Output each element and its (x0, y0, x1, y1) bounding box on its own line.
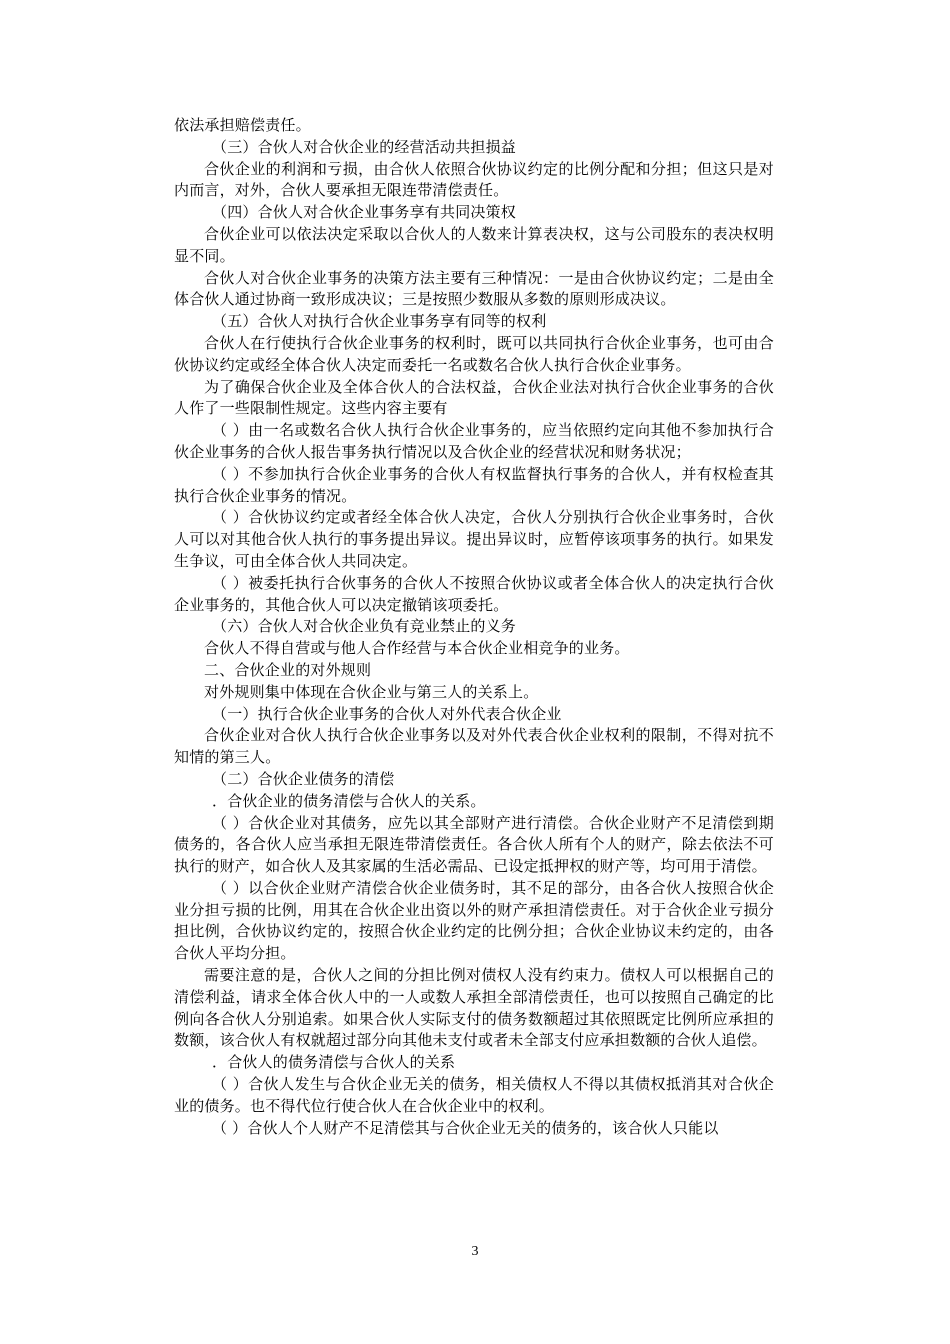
paragraph: （ ）不参加执行合伙企业事务的合伙人有权监督执行事务的合伙人，并有权检查其执行合伙企业事务的情况。 (174, 464, 774, 505)
paragraph: 依法承担赔偿责任。 (174, 116, 311, 134)
paragraph: （ ）合伙人发生与合伙企业无关的债务，相关债权人不得以其债权抵消其对合伙企业的债务。也不得代位行使合伙人在合伙企业中的权利。 (174, 1075, 774, 1115)
paragraph: （四）合伙人对合伙企业事务享有共同决策权 (212, 203, 517, 222)
paragraph: ．合伙企业的债务清偿与合伙人的关系。 (212, 791, 486, 810)
paragraph: 合伙人对合伙企业事务的决策方法主要有三种情况：一是由合伙协议约定；二是由全体合伙人通过协商一致形成决议；三是按照少数服从多数的原则形成决议。 (174, 268, 774, 309)
paragraph: 合伙人在行使执行合伙企业事务的权利时，既可以共同执行合伙企业事务，也可由合伙协议约定或经全体合伙人决定而委托一名或数名合伙人执行合伙企业事务。 (174, 333, 774, 374)
paragraph: （二）合伙企业债务的清偿 (212, 769, 395, 788)
paragraph: （ ）由一名或数名合伙人执行合伙企业事务的，应当依照约定向其他不参加执行合伙企业事务的合伙人报告事务执行情况以及合伙企业的经营状况和财务状况； (174, 421, 774, 461)
paragraph: （ ）合伙人个人财产不足清偿其与合伙企业无关的债务的，该合伙人只能以 (212, 1118, 719, 1137)
paragraph: ．合伙人的债务清偿与合伙人的关系 (212, 1053, 456, 1072)
paragraph: 需要注意的是，合伙人之间的分担比例对债权人没有约束力。债权人可以根据自己的清偿利益，请求全体合伙人中的一人或数人承担全部清偿责任，也可以按照自己确定的比例向各合伙人分别追索。如果合伙人实际支付的债务数额超过其依照既定比例所应承担的数额，该合伙人有权就超过部分向其他未支付或者未全部支付应承担数额的合伙人追偿。 (174, 966, 774, 1050)
document-body (174, 115, 774, 1139)
paragraph: （六）合伙人对合伙企业负有竞业禁止的义务 (212, 617, 517, 636)
paragraph: 合伙企业的利润和亏损，由合伙人依照合伙协议约定的比例分配和分担；但这只是对内而言，对外，合伙人要承担无限连带清偿责任。 (174, 159, 774, 200)
paragraph: 合伙企业对合伙人执行合伙企业事务以及对外代表合伙企业权利的限制，不得对抗不知情的第三人。 (174, 726, 774, 767)
paragraph: 为了确保合伙企业及全体合伙人的合法权益，合伙企业法对执行合伙企业事务的合伙人作了一些限制性规定。这些内容主要有 (174, 377, 774, 418)
paragraph: 合伙企业可以依法决定采取以合伙人的人数来计算表决权，这与公司股东的表决权明显不同。 (174, 224, 774, 265)
paragraph: （五）合伙人对执行合伙企业事务享有同等的权利 (212, 312, 547, 331)
paragraph: 二、合伙企业的对外规则 (204, 660, 372, 679)
paragraph: （ ）合伙协议约定或者经全体合伙人决定，合伙人分别执行合伙企业事务时，合伙人可以对其他合伙人执行的事务提出异议。提出异议时，应暂停该项事务的执行。如果发生争议，可由全体合伙人共同决定。 (174, 508, 774, 570)
page-number: 3 (471, 1244, 479, 1259)
paragraph: （一）执行合伙企业事务的合伙人对外代表合伙企业 (212, 704, 562, 723)
paragraph: （ ）被委托执行合伙事务的合伙人不按照合伙协议或者全体合伙人的决定执行合伙企业事务的，其他合伙人可以决定撤销该项委托。 (174, 573, 774, 614)
paragraph: 合伙人不得自营或与他人合作经营与本合伙企业相竞争的业务。 (204, 639, 630, 658)
paragraph: （ ）合伙企业对其债务，应先以其全部财产进行清偿。合伙企业财产不足清偿到期债务的，各合伙人应当承担无限连带清偿责任。各合伙人所有个人的财产，除去依法不可执行的财产，如合伙人及其家属的生活必需品、已设定抵押权的财产等，均可用于清偿。 (174, 813, 774, 876)
paragraph: （ ）以合伙企业财产清偿合伙企业债务时，其不足的部分，由各合伙人按照合伙企业分担亏损的比例，用其在合伙企业出资以外的财产承担清偿责任。对于合伙企业亏损分担比例，合伙协议约定的，按照合伙企业约定的比例分担；合伙企业协议未约定的，由各合伙人平均分担。 (174, 878, 774, 963)
paragraph: （三）合伙人对合伙企业的经营活动共担损益 (212, 137, 517, 156)
paragraph: 对外规则集中体现在合伙企业与第三人的关系上。 (204, 682, 539, 701)
